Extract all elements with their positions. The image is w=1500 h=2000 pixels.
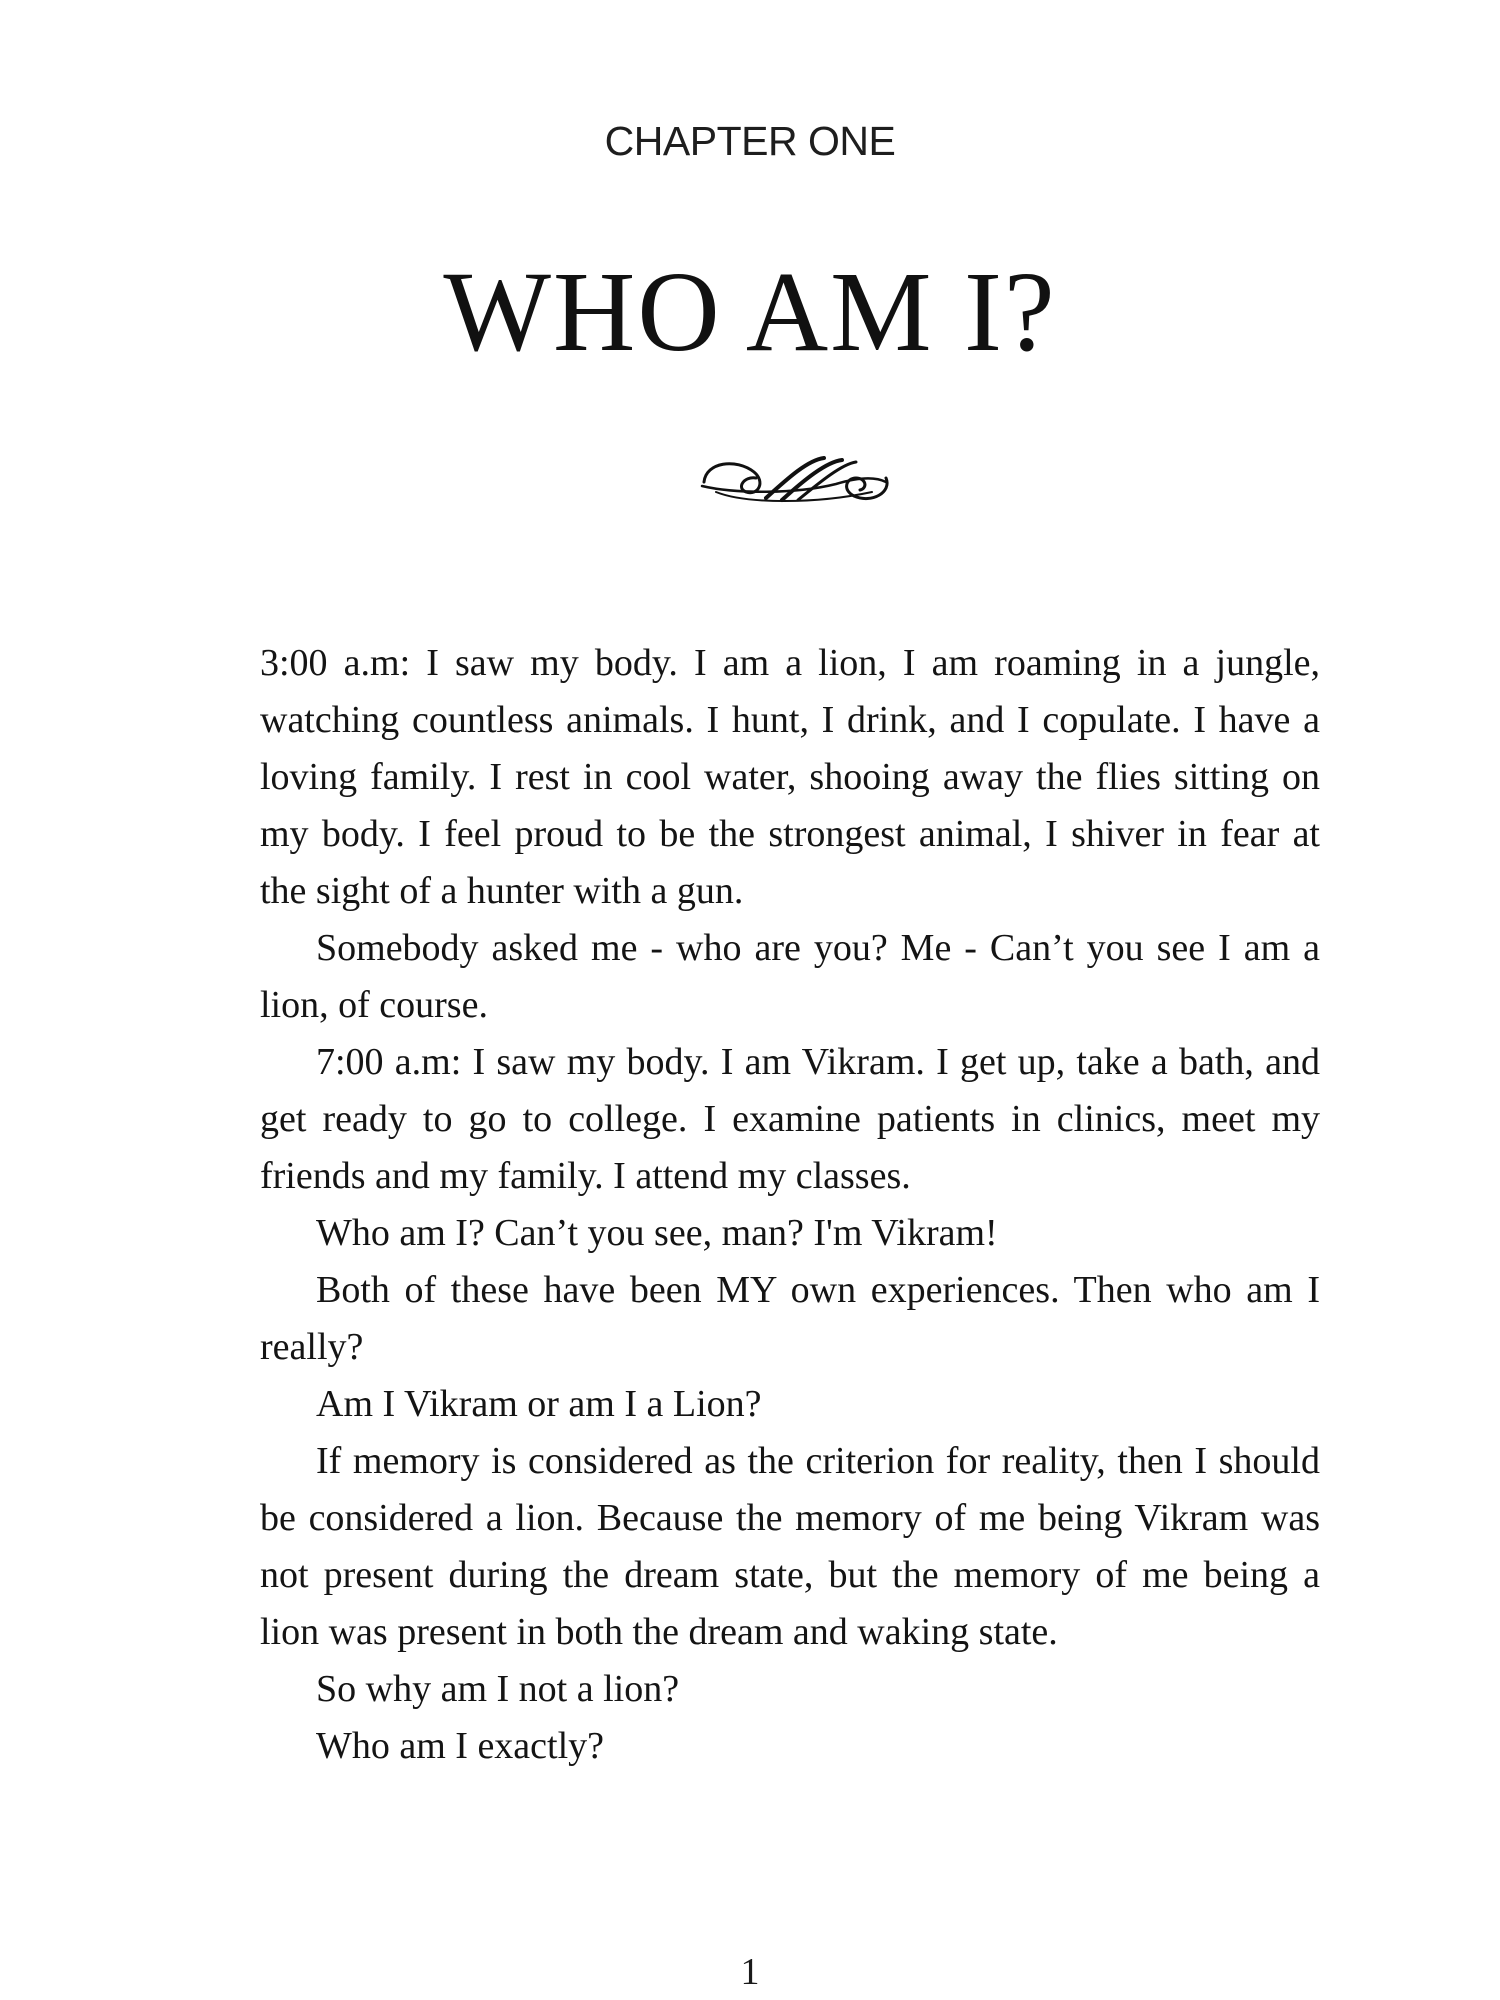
body-text xyxy=(260,635,1320,1775)
paragraph: 7:00 a.m: I saw my body. I am Vikram. I get up, take a bath, and get ready to go to college. I examine patients in clinics, meet my friends and my family. I attend my classes. xyxy=(260,1041,1320,1197)
chapter-label: CHAPTER ONE xyxy=(604,118,896,164)
paragraph: 3:00 a.m: I saw my body. I am a lion, I am roaming in a jungle, watching countless animals. I hunt, I drink, and I copulate. I have a loving family. I rest in cool water, shooing away the flies sitting on my body. I feel proud to be the strongest animal, I shiver in fear at the sight of a hunter with a gun. xyxy=(260,642,1320,912)
paragraph: If memory is considered as the criterion for reality, then I should be considered a lion. Because the memory of me being Vikram was not present during the dream state, but the memory of me being a lion was present in both the dream and waking state. xyxy=(260,1440,1320,1653)
chapter-title: WHO AM I? xyxy=(443,248,1057,375)
flourish-ornament-icon xyxy=(696,448,894,510)
paragraph: Somebody asked me - who are you? Me - Can’t you see I am a lion, of course. xyxy=(260,927,1320,1026)
paragraph: Both of these have been MY own experiences. Then who am I really? xyxy=(260,1269,1320,1368)
paragraph: Who am I exactly? xyxy=(316,1725,605,1767)
page-number: 1 xyxy=(740,1951,760,1993)
paragraph: Am I Vikram or am I a Lion? xyxy=(316,1383,762,1425)
paragraph: Who am I? Can’t you see, man? I'm Vikram! xyxy=(316,1212,998,1254)
paragraph: So why am I not a lion? xyxy=(316,1668,680,1710)
